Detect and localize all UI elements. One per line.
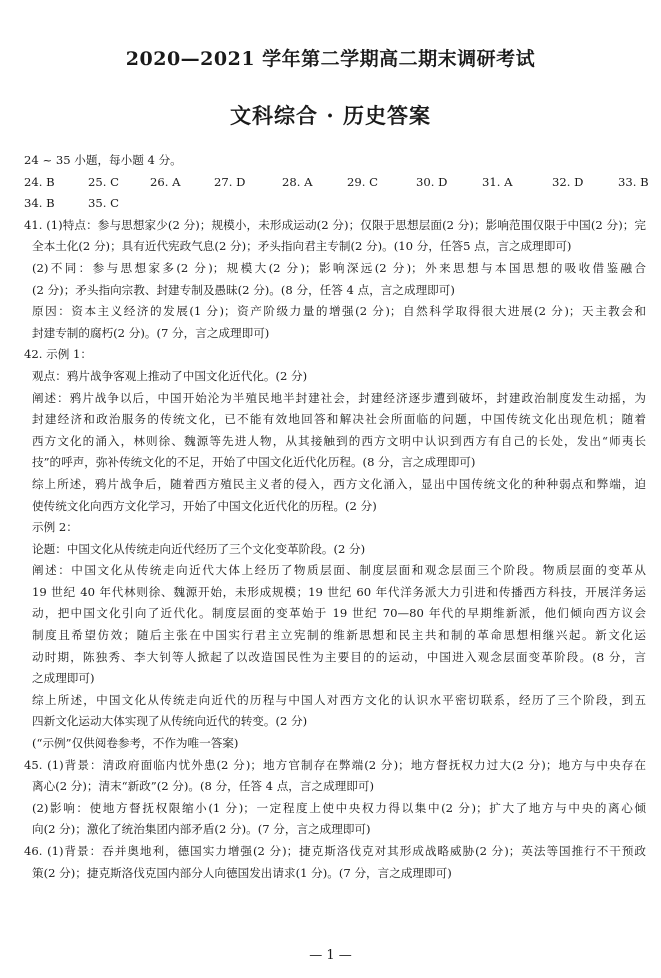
answer-line: (2 分)；矛头指向宗教、封建专制及愚昧(2 分)。(8 分，任答 4 点，言之成理即可) xyxy=(32,282,455,297)
mc-answer: 29. C xyxy=(347,174,378,189)
answer-line: 阐述：中国文化从传统走向近代大体上经历了物质层面、制度层面和观念层面三个阶段。物质层面的变革从 xyxy=(32,563,646,578)
answer-line: 技”的呼声，弥补传统文化的不足，开始了中国文化近代化历程。(8 分，言之成理即可) xyxy=(32,455,476,470)
page-number: — 1 — xyxy=(309,948,352,963)
answer-line: (2)影响：使地方督抚权限缩小(1 分)；一定程度上使中央权力得以集中(2 分)；扩大了地方与中央的离心倾 xyxy=(32,800,646,815)
answer-line: 46. (1)背景：吞并奥地利，德国实力增强(2 分)；捷克斯洛伐克对其形成战略威胁(2 分)；英法等国推行不干预政 xyxy=(24,844,646,858)
mc-answer: 33. B xyxy=(618,174,649,189)
answer-line: 45. (1)背景：清政府面临内忧外患(2 分)；地方官制存在弊端(2 分)；地方督抚权力过大(2 分)；地方与中央存在 xyxy=(24,757,646,772)
mc-answer: 34. B xyxy=(24,196,55,211)
answer-line: 四新文化运动大体实现了从传统向近代的转变。(2 分) xyxy=(32,714,308,729)
answer-line: 封建经济和政治服务的传统文化，已不能有效地回答和解决社会所面临的问题，中国传统文化出现危机；随着 xyxy=(32,412,646,427)
answer-line: 论题：中国文化从传统走向近代经历了三个文化变革阶段。(2 分) xyxy=(32,541,366,556)
mc-answers-row-2 xyxy=(24,193,646,215)
mc-answer: 26. A xyxy=(150,174,181,189)
answer-line: 41. (1)特点：参与思想家少(2 分)；规模小，未形成运动(2 分)；仅限于思想层面(2 分)；影响范围仅限于中国(2 分)；完 xyxy=(24,217,646,232)
question-45 xyxy=(24,755,646,841)
answer-line: (“示例”仅供阅卷参考，不作为唯一答案) xyxy=(32,736,239,751)
answer-line: 综上所述，鸦片战争后，随着西方殖民主义者的侵入，西方文化涌入，显出中国传统文化的种种弱点和弊端，迫 xyxy=(32,476,646,491)
mc-answer: 27. D xyxy=(214,174,246,189)
mc-answer: 25. C xyxy=(88,174,119,189)
answer-line: 综上所述，中国文化从传统走向近代的历程与中国人对西方文化的认识水平密切联系，经历了三个阶段，到五 xyxy=(32,692,646,707)
answer-line: 策(2 分)；捷克斯洛伐克国内部分人向德国发出请求(1 分)。(7 分，言之成理即可) xyxy=(32,865,452,880)
question-41 xyxy=(24,215,646,345)
answer-line: 使传统文化向西方文化学习，开始了中国文化近代化的历程。(2 分) xyxy=(32,498,377,513)
answer-line: 之成理即可) xyxy=(32,671,95,686)
answer-line: 动，把中国文化引向了近代化。制度层面的变革始于 19 世纪 70—80 年代的早期维新派，他们倾向西方议会 xyxy=(32,606,646,621)
exam-subtitle: 文科综合 · 历史答案 xyxy=(230,103,431,128)
answer-line: 封建专制的腐朽(2 分)。(7 分，言之成理即可) xyxy=(32,325,270,340)
answer-line: 向(2 分)；激化了统治集团内部矛盾(2 分)。(7 分，言之成理即可) xyxy=(32,822,371,837)
answer-line: 观点：鸦片战争客观上推动了中国文化近代化。(2 分) xyxy=(32,368,308,383)
answer-line: 42. 示例 1： xyxy=(24,347,92,362)
answer-line: 制度且希望仿效；随后主张在中国实行君主立宪制的维新思想和民主共和制的革命思想相继兴起。新文化运 xyxy=(32,628,646,643)
mc-answer: 32. D xyxy=(552,174,584,189)
answer-line: 西方文化的涌入，林则徐、魏源等先进人物，从其接触到的西方文明中认识到西方有自己的长处，发出“师夷长 xyxy=(32,433,646,448)
answer-line: 离心(2 分)；清末“新政”(2 分)。(8 分，任答 4 点，言之成理即可) xyxy=(32,779,374,794)
exam-title: 2020—2021 学年第二学期高二期末调研考试 xyxy=(125,48,536,70)
mc-intro: 24 ~ 35 小题，每小题 4 分。 xyxy=(24,153,182,167)
answer-line: 动时期，陈独秀、李大钊等人掀起了以改造国民性为主要目的的运动，中国进入观念层面变革阶段。(8 分，言 xyxy=(32,649,646,664)
mc-answer: 31. A xyxy=(482,174,513,189)
answer-body xyxy=(24,150,649,884)
mc-answer: 35. C xyxy=(88,196,119,211)
question-42 xyxy=(24,344,646,754)
answer-line: 阐述：鸦片战争以后，中国开始沦为半殖民地半封建社会，封建经济逐步遭到破坏，封建政治制度发生动摇，为 xyxy=(32,390,646,405)
mc-answer: 30. D xyxy=(416,174,448,189)
mc-answer: 24. B xyxy=(24,174,55,189)
answer-line: 示例 2： xyxy=(32,520,78,535)
mc-answers-row-1 xyxy=(24,172,649,194)
answer-line: 19 世纪 40 年代林则徐、魏源开始，未形成规模；19 世纪 60 年代洋务派大力引进和传播西方科技，开展洋务运 xyxy=(32,584,646,599)
question-46 xyxy=(24,841,646,884)
answer-line: 全本土化(2 分)；具有近代宪政气息(2 分)；矛头指向君主专制(2 分)。(10 分，任答5 点，言之成理即可) xyxy=(32,239,572,254)
answer-line: 原因：资本主义经济的发展(1 分)；资产阶级力量的增强(2 分)；自然科学取得很大进展(2 分)；天主教会和 xyxy=(32,304,646,319)
mc-answer: 28. A xyxy=(282,174,313,189)
answer-line: (2)不同：参与思想家多(2 分)；规模大(2 分)；影响深远(2 分)；外来思想与本国思想的吸收借鉴融合 xyxy=(32,260,646,275)
